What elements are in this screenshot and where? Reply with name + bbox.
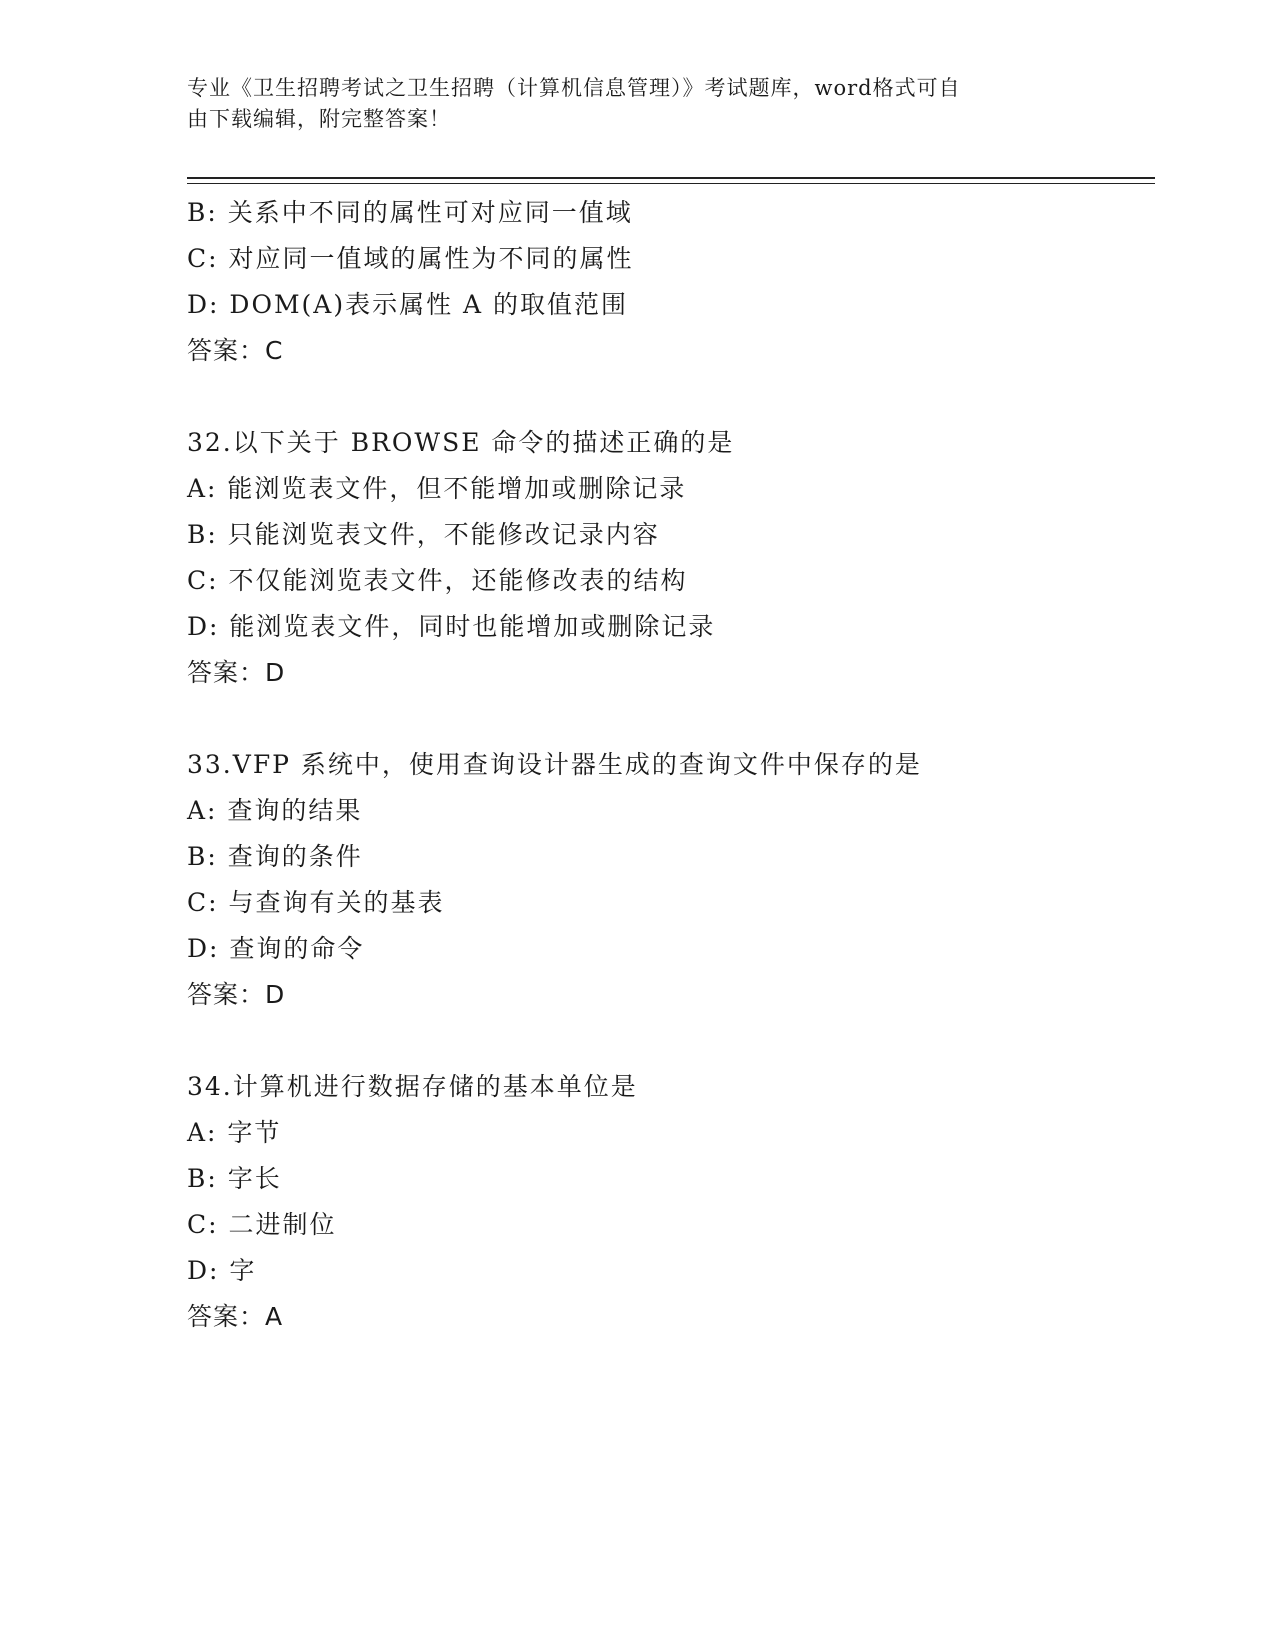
header-divider-thin	[187, 183, 1155, 184]
answer-line: 答案：A	[187, 1302, 284, 1331]
option-d: D: 能浏览表文件，同时也能增加或删除记录	[187, 612, 716, 641]
header-line-2: 由下载编辑，附完整答案！	[187, 107, 451, 131]
option-d: D: DOM(A)表示属性 A 的取值范围	[187, 290, 629, 319]
header-line-1: 专业《卫生招聘考试之卫生招聘（计算机信息管理）》考试题库，word格式可自	[187, 76, 961, 100]
option-c: C: 二进制位	[187, 1210, 337, 1239]
option-a: A: 查询的结果	[187, 796, 363, 825]
question-title: 32.以下关于 BROWSE 命令的描述正确的是	[187, 428, 735, 457]
option-d: D: 字	[187, 1256, 257, 1285]
question-32	[187, 420, 1155, 696]
option-d: D: 查询的命令	[187, 934, 365, 963]
option-c: C: 不仅能浏览表文件，还能修改表的结构	[187, 566, 688, 595]
question-title: 33.VFP 系统中，使用查询设计器生成的查询文件中保存的是	[187, 750, 922, 779]
question-34	[187, 1064, 1155, 1340]
option-c: C: 与查询有关的基表	[187, 888, 445, 917]
option-a: A: 字节	[187, 1118, 282, 1147]
option-b: B: 关系中不同的属性可对应同一值域	[187, 198, 633, 227]
answer-line: 答案：D	[187, 980, 286, 1009]
option-b: B: 查询的条件	[187, 842, 363, 871]
question-content	[187, 190, 1155, 1340]
document-header	[187, 73, 1067, 135]
answer-line: 答案：D	[187, 658, 286, 687]
option-c: C: 对应同一值域的属性为不同的属性	[187, 244, 634, 273]
question-title: 34.计算机进行数据存储的基本单位是	[187, 1072, 638, 1101]
option-a: A: 能浏览表文件，但不能增加或删除记录	[187, 474, 687, 503]
answer-line: 答案：C	[187, 336, 284, 365]
option-b: B: 只能浏览表文件，不能修改记录内容	[187, 520, 660, 549]
option-b: B: 字长	[187, 1164, 282, 1193]
header-divider-thick	[187, 177, 1155, 179]
question-33	[187, 742, 1155, 1018]
prev-question-block	[187, 190, 1155, 374]
